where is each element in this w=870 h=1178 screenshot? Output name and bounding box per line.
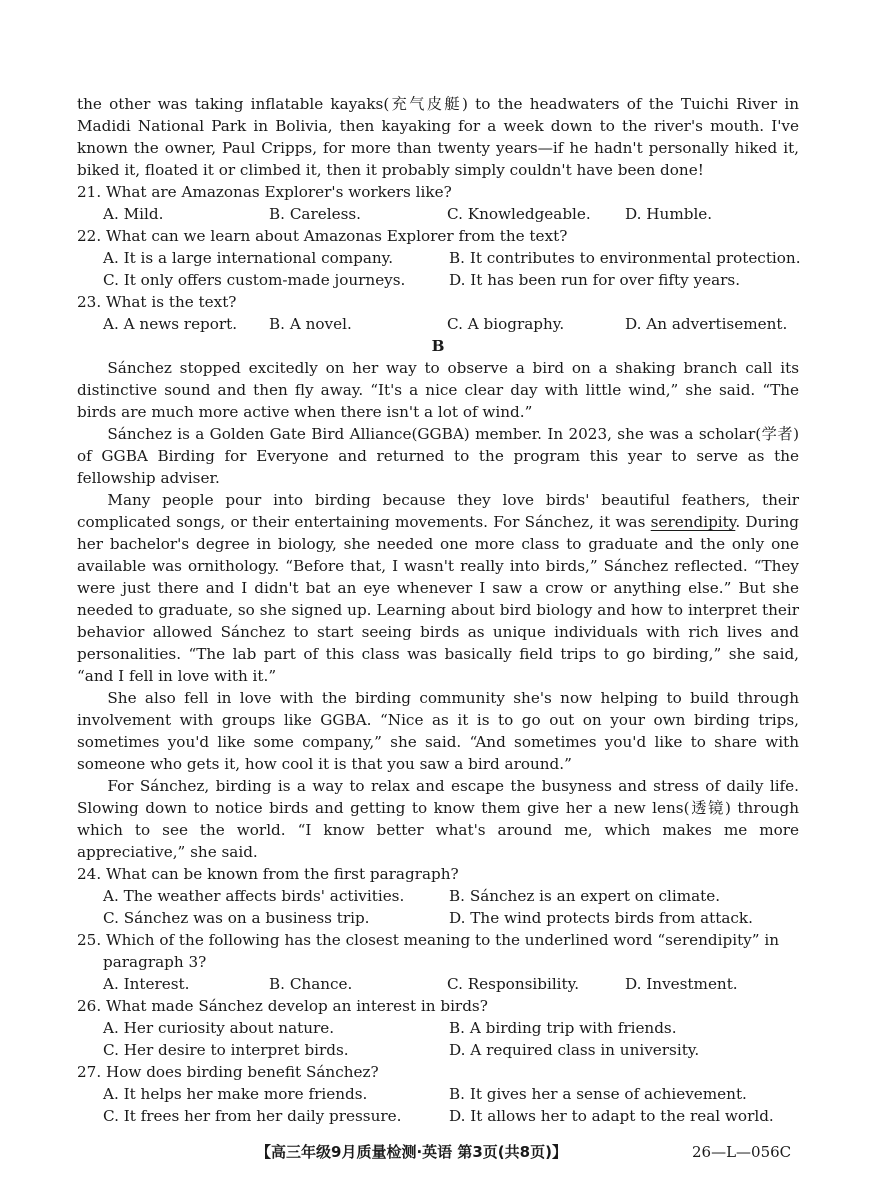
page-content xyxy=(77,93,799,1127)
option-c: C. A biography. xyxy=(447,315,565,333)
option-b: B. Careless. xyxy=(269,205,362,223)
option-d: D. A required class in university. xyxy=(449,1041,700,1059)
options-row xyxy=(77,313,799,335)
question-stem: 26. What made Sánchez develop an interest in birds? xyxy=(77,997,488,1015)
passage-a-tail: the other was taking inflatable kayaks(充气皮艇) to the headwaters of the Tuichi River in Madidi National Park in Bolivia, then kayaking for a week down to the river's mouth. I've known the owner, Paul Cripps, for more than twenty years—if he hadn't personally hiked it, biked it, floated it or climbed it, then it probably simply couldn't have been done! xyxy=(77,95,799,179)
question-stem: 24. What can be known from the first paragraph? xyxy=(77,865,459,883)
passage-b-paragraph-1: Sánchez stopped excitedly on her way to observe a bird on a shaking branch call its distinctive sound and then fly away. “It's a nice clear day with little wind,” she said. “The birds are much more active when there isn't a lot of wind.” xyxy=(77,359,799,421)
page-footer xyxy=(0,1140,870,1164)
option-b: B. It gives her a sense of achievement. xyxy=(449,1085,747,1103)
underlined-word: serendipity xyxy=(650,513,736,531)
option-a: A. Her curiosity about nature. xyxy=(103,1019,335,1037)
option-a: A. It helps her make more friends. xyxy=(103,1085,368,1103)
option-a: A. Interest. xyxy=(103,975,190,993)
passage-b-paragraph-4: She also fell in love with the birding community she's now helping to build through involvement with groups like GGBA. “Nice as it is to go out on your own birding trips, sometimes you'd like some company,” she said. “And sometimes you'd like to share with someone who gets it, how cool it is that you saw a bird around.” xyxy=(77,689,799,773)
options-grid xyxy=(77,1083,799,1127)
question-21 xyxy=(77,181,799,225)
option-d: D. It allows her to adapt to the real world. xyxy=(449,1107,774,1125)
options-row xyxy=(77,973,799,995)
question-stem: 23. What is the text? xyxy=(77,293,237,311)
option-a: A. It is a large international company. xyxy=(103,249,394,267)
option-c: C. Knowledgeable. xyxy=(447,205,591,223)
option-b: B. It contributes to environmental protection. xyxy=(449,249,801,267)
option-d: D. Humble. xyxy=(625,205,713,223)
question-27 xyxy=(77,1061,799,1127)
option-b: B. A birding trip with friends. xyxy=(449,1019,677,1037)
question-22 xyxy=(77,225,799,291)
footer-title: 【高三年级9月质量检测·英语 第3页(共8页)】 xyxy=(256,1143,567,1161)
option-d: D. An advertisement. xyxy=(625,315,788,333)
question-stem: 25. Which of the following has the closest meaning to the underlined word “serendipity” in paragraph 3? xyxy=(77,931,779,971)
option-c: C. Responsibility. xyxy=(447,975,580,993)
paragraph-text: Many people pour into birding because they love birds' beautiful feathers, their complicated songs, or their entertaining movements. For Sánchez, it was xyxy=(77,491,799,531)
question-24 xyxy=(77,863,799,929)
option-b: B. A novel. xyxy=(269,315,352,333)
question-23 xyxy=(77,291,799,335)
section-b-heading: B xyxy=(431,337,445,355)
question-stem: 21. What are Amazonas Explorer's workers like? xyxy=(77,183,452,201)
question-26 xyxy=(77,995,799,1061)
question-stem: 27. How does birding benefit Sánchez? xyxy=(77,1063,379,1081)
option-c: C. Sánchez was on a business trip. xyxy=(103,909,370,927)
options-grid xyxy=(77,247,799,291)
option-c: C. It only offers custom-made journeys. xyxy=(103,271,406,289)
passage-b-paragraph-5: For Sánchez, birding is a way to relax and escape the busyness and stress of daily life. Slowing down to notice birds and getting to know them give her a new lens(透镜) through which to see the world. “I know better what's around me, which makes me more appreciative,” she said. xyxy=(77,777,799,861)
option-a: A. A news report. xyxy=(103,315,238,333)
passage-b-paragraph-2: Sánchez is a Golden Gate Bird Alliance(GGBA) member. In 2023, she was a scholar(学者) of GGBA Birding for Everyone and returned to the program this year to serve as the fellowship adviser. xyxy=(77,425,799,487)
paragraph-text: . During her bachelor's degree in biology, she needed one more class to graduate and the only one available was ornithology. “Before that, I wasn't really into birds,” Sánchez reflected. “They were just there and I didn't bat an eye whenever I saw a crow or anything else.” But she needed to graduate, so she signed up. Learning about bird biology and how to interpret their behavior allowed Sánchez to start seeing birds as unique individuals with rich lives and personalities. “The lab part of this class was basically field trips to go birding,” she said, “and I fell in love with it.” xyxy=(77,513,799,685)
option-c: C. It frees her from her daily pressure. xyxy=(103,1107,402,1125)
option-d: D. It has been run for over fifty years. xyxy=(449,271,741,289)
options-grid xyxy=(77,1017,799,1061)
question-stem: 22. What can we learn about Amazonas Explorer from the text? xyxy=(77,227,568,245)
option-b: B. Sánchez is an expert on climate. xyxy=(449,887,721,905)
option-a: A. Mild. xyxy=(103,205,164,223)
option-d: D. Investment. xyxy=(625,975,738,993)
options-row xyxy=(77,203,799,225)
option-a: A. The weather affects birds' activities. xyxy=(103,887,405,905)
option-b: B. Chance. xyxy=(269,975,353,993)
option-d: D. The wind protects birds from attack. xyxy=(449,909,753,927)
footer-code: 26—L—056C xyxy=(692,1143,792,1161)
option-c: C. Her desire to interpret birds. xyxy=(103,1041,349,1059)
question-25 xyxy=(77,929,799,995)
options-grid xyxy=(77,885,799,929)
passage-b-paragraph-3 xyxy=(77,489,799,687)
